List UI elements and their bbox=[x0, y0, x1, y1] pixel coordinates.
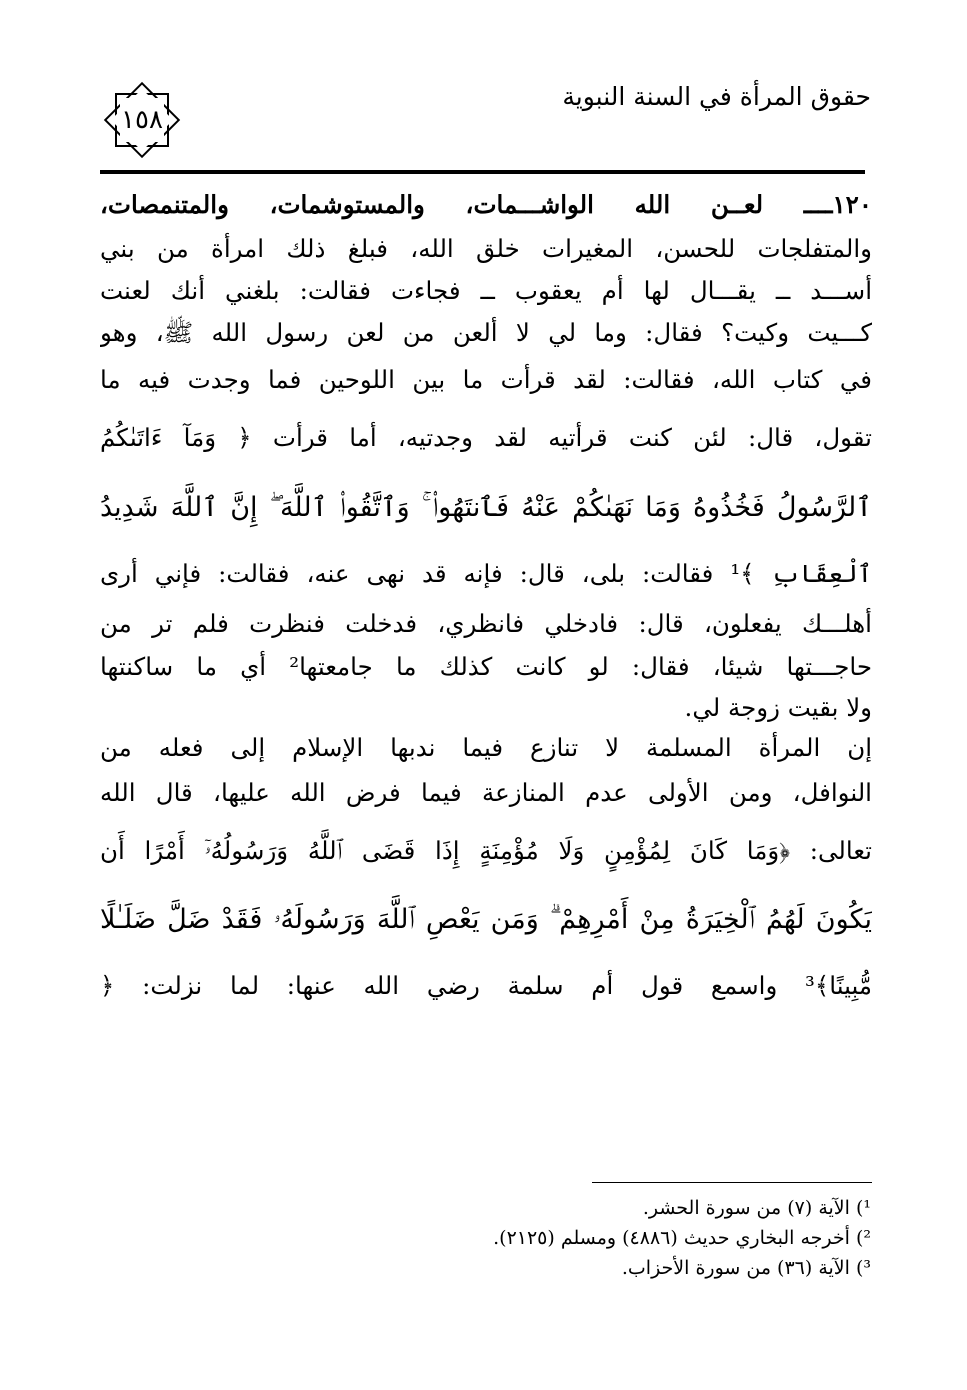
body-line: ٱلرَّسُولُ فَخُذُوهُ وَمَا نَهَىٰكُمْ عَنْهُ فَٱنتَهُوا۟ ۚ وَٱتَّقُوا۟ ٱللَّهَ ۖ إِنَّ ٱللَّهَ شَدِيدُ bbox=[100, 492, 872, 523]
body-line: مُّبِينًا﴾³ واسمع قول أم سلمة رضي الله عنها: لما نزلت: ﴿ bbox=[100, 971, 872, 1000]
header-rule bbox=[100, 170, 865, 174]
running-header-title: حقوق المرأة في السنة النبوية bbox=[562, 82, 871, 111]
body-line: تقول، قال: لئن كنت قرأتيه لقد وجدتيه، أما قرأت ﴿ وَمَآ ءَاتَىٰكُمُ bbox=[100, 423, 872, 452]
footnote-1: ¹) الآية (٧) من سورة الحشر. bbox=[642, 1197, 871, 1219]
body-line: النوافل، ومن الأولى عدم المنازعة فيما فرض الله عليها، قال الله bbox=[100, 778, 872, 807]
body-line: والمتفلجات للحسن، المغيرات خلق الله، فبلغ ذلك امرأة من بني bbox=[100, 234, 872, 263]
body-line: يَكُونَ لَهُمُ ٱلْخِيَرَةُ مِنْ أَمْرِهِمْ ۗ وَمَن يَعْصِ ٱللَّهَ وَرَسُولَهُۥ فَقَدْ ضَلَّ ضَلَـٰلًا bbox=[100, 904, 872, 935]
body-line: ٱلْعِقَابِ ﴾¹ فقالت: بلى، قال: فإنه قد نهى عنه، فقالت: فإني أرى bbox=[100, 559, 872, 588]
body-line: أســـد ــ يقـــال لها أم يعقوب ــ فجاءت فقالت: بلغني أنك لعنت bbox=[100, 276, 872, 305]
body-line: حاجـــتها شيئا، فقال: لو كانت كذلك ما جامعتها² أي ما ساكنتها bbox=[100, 652, 872, 681]
body-line: كـــيت وكيت؟ فقال: وما لي لا ألعن من لعن رسول الله ﷺ، وهو bbox=[100, 318, 872, 347]
footnote-rule bbox=[592, 1182, 872, 1183]
page-number: ١٥٨ bbox=[121, 105, 163, 135]
body-line: ولا بقيت زوجة لي. bbox=[684, 693, 872, 722]
body-line: في كتاب الله، فقالت: لقد قرأت ما بين اللوحين فما وجدت فيه ما bbox=[100, 365, 872, 394]
footnote-3: ³) الآية (٣٦) من سورة الأحزاب. bbox=[621, 1257, 871, 1279]
body-line: ١٢٠ــــ لعــن الله الواشـــمات، والمستوشمات، والمتنمصات، bbox=[100, 190, 872, 219]
footnotes bbox=[271, 1193, 871, 1283]
footnote-2: ²) أخرجه البخاري حديث (٤٨٨٦) ومسلم (٢١٢٥). bbox=[493, 1227, 871, 1249]
body-line: تعالى: ﴿وَمَا كَانَ لِمُؤْمِنٍ وَلَا مُؤْمِنَةٍ إِذَا قَضَى ٱللَّهُ وَرَسُولُهُۥٓ أَمْرًا أَن bbox=[100, 836, 872, 865]
body-line: أهلـــك يفعلون، قال: فادخلي فانظري، فدخلت فنظرت فلم تر من bbox=[100, 609, 872, 638]
body-text bbox=[100, 182, 872, 1016]
page-number-badge bbox=[96, 74, 188, 166]
body-line: إن المرأة المسلمة لا تنازع فيما ندبها الإسلام إلى فعله من bbox=[100, 733, 872, 762]
